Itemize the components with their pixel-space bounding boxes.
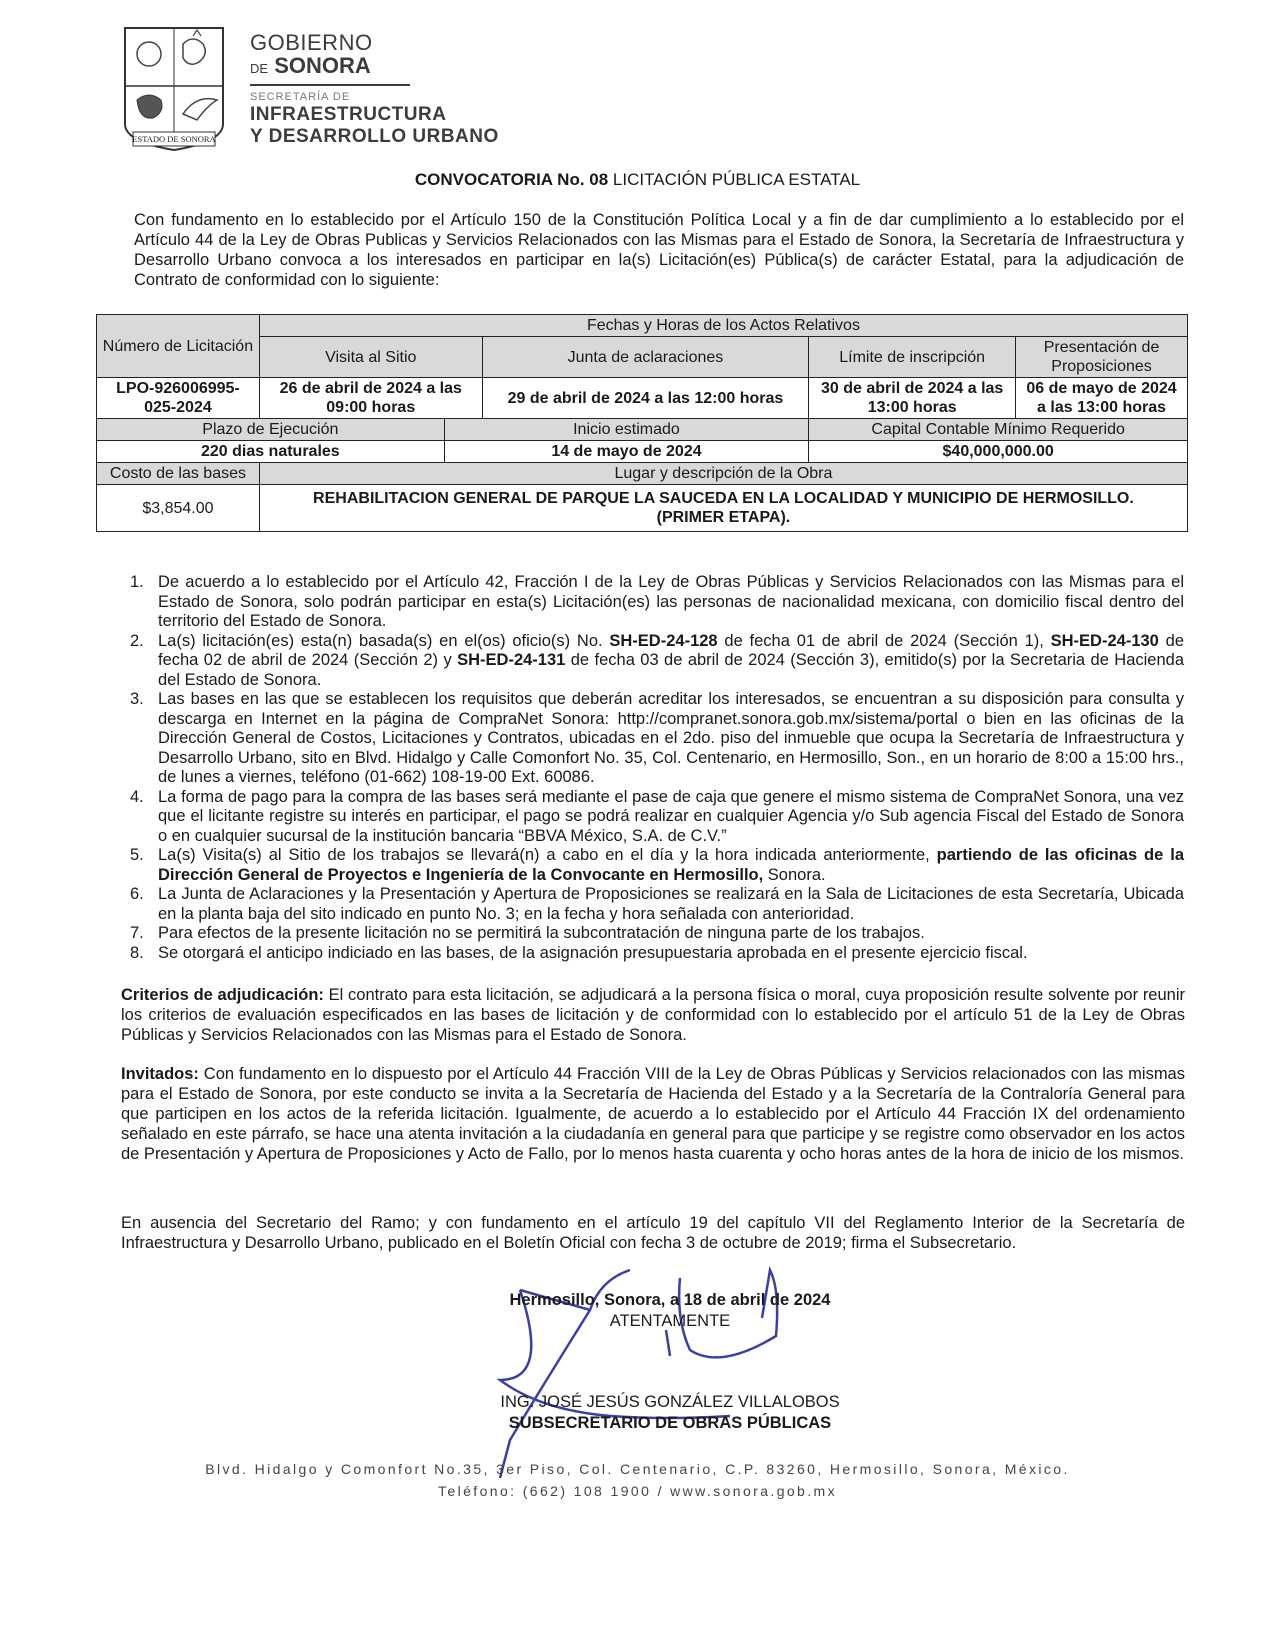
criterios-label: Criterios de adjudicación:: [121, 986, 324, 1004]
licitacion-table: [96, 314, 1188, 532]
cell-presentacion-proposiciones: 06 de mayo de 2024 a las 13:00 horas: [1016, 378, 1188, 419]
header-limite-inscripcion: Límite de inscripción: [809, 337, 1016, 378]
cell-descripcion-obra: REHABILITACION GENERAL DE PARQUE LA SAUCEDA EN LA LOCALIDAD Y MUNICIPIO DE HERMOSILLO. (PRIMER ETAPA).: [259, 485, 1187, 532]
list-item: 4. La forma de pago para la compra de las bases será mediante el pase de caja que genere el mismo sistema de CompraNet Sonora, una vez que el licitante registre su interés en participar, el pago se podrá realizar en cualquier Agencia y/o Sub agencia Fiscal del Estado de Sonora o en cualquier sucursal de la institución bancaria “BBVA México, S.A. de C.V.”: [130, 787, 1184, 845]
list-item: 8. Se otorgará el anticipo indiciado en las bases, de la asignación presupuestaria aprobada en el presente ejercicio fiscal.: [130, 943, 1028, 962]
list-item: 6. La Junta de Aclaraciones y la Presentación y Apertura de Proposiciones se realizará en la Sala de Licitaciones de esta Secretaría, Ubicada en la planta baja del sito indicado en punto No. 3; en la fecha y hora señalada con anterioridad.: [130, 885, 1184, 923]
place-date: Hermosillo, Sonora, a 18 de abril de 2024: [509, 1291, 831, 1309]
header-capital-contable: Capital Contable Mínimo Requerido: [809, 419, 1188, 441]
cell-inicio-estimado: 14 de mayo de 2024: [444, 441, 809, 463]
cell-capital-contable: $40,000,000.00: [809, 441, 1188, 463]
cell-costo-bases: $3,854.00: [97, 485, 260, 532]
list-item: 7. Para efectos de la presente licitación no se permitirá la subcontratación de ninguna parte de los trabajos.: [130, 924, 925, 942]
header-fechas-horas: Fechas y Horas de los Actos Relativos: [259, 315, 1187, 337]
government-brand: [250, 32, 540, 148]
header-costo-bases: Costo de las bases: [97, 463, 260, 485]
header-inicio-estimado: Inicio estimado: [444, 419, 809, 441]
brand-secretaria-line2: Y DESARROLLO URBANO: [250, 126, 499, 147]
list-item: 2. La(s) licitación(es) esta(n) basada(s) en el(os) oficio(s) No. SH-ED-24-128 de fecha 01 de abril de 2024 (Sección 1), SH-ED-24-130 de fecha 02 de abril de 2024 (Sección 2) y SH-ED-24-131 de fecha 03 de abril de 2024 (Sección 3), emitido(s) por la Secretaria de Hacienda del Estado de Sonora.: [130, 631, 1185, 689]
brand-de: DE: [250, 61, 269, 76]
brand-secretaria-de: SECRETARÍA DE: [250, 91, 351, 103]
list-item: 3. Las bases en las que se establecen los requisitos que deberán acreditar los interesados, se encuentran a su disposición para consulta y descarga en Internet en la página de CompraNet Sonora: http://compranet.sonora.gob.mx/sistema/portal o bien en las oficinas de la Dirección General de Costos, Licitaciones y Contratos, ubicadas en el 2do. piso del inmueble que ocupa la Secretaría de Infraestructura y Desarrollo Urbano, sito en Blvd. Hidalgo y Calle Comonfort No. 35, Col. Centenario, en Hermosillo, Son., en un horario de 8:00 a 15:00 hrs., de lunes a viernes, teléfono (01-662) 108-19-00 Ext. 60086.: [130, 690, 1184, 786]
atentamente: ATENTAMENTE: [609, 1312, 731, 1330]
signatory-block: [400, 1392, 940, 1434]
list-item: 1. De acuerdo a lo establecido por el Artículo 42, Fracción I de la Ley de Obras Públicas y Servicios Relacionados con las Mismas para el Estado de Sonora, solo podrán participar en esta(s) Licitación(es) las personas de nacionalidad mexicana, con domicilio fiscal dentro del territorio del Estado de Sonora.: [130, 573, 1184, 630]
handwritten-signature: [480, 1230, 840, 1490]
title-convocatoria-number: CONVOCATORIA No. 08: [414, 170, 609, 189]
invitados-label: Invitados:: [121, 1065, 199, 1083]
footer-phone: Teléfono: (662) 108 1900 / www.sonora.gob.mx: [438, 1483, 837, 1499]
document-title: [0, 170, 1275, 190]
brand-sonora: SONORA: [274, 53, 371, 78]
signatory-name: ING. JOSÉ JESÚS GONZÁLEZ VILLALOBOS: [500, 1393, 840, 1411]
brand-gobierno: GOBIERNO: [250, 30, 373, 55]
intro-paragraph: Con fundamento en lo establecido por el Artículo 150 de la Constitución Política Local y a fin de dar cumplimiento a lo establecido por el Artículo 44 de la Ley de Obras Publicas y Servicios Relacionados con las Mismas para el Estado de Sonora, la Secretaría de Infraestructura y Desarrollo Urbano convoca a los interesados en participar en la(s) Licitación(es) Pública(s) de carácter Estatal, para la adjudicación de Contrato de conformidad con lo siguiente:: [134, 211, 1184, 289]
cell-junta-aclaraciones: 29 de abril de 2024 a las 12:00 horas: [482, 378, 809, 419]
ausencia-paragraph: En ausencia del Secretario del Ramo; y con fundamento en el artículo 19 del capítulo VII del Reglamento Interior de la Secretaría de Infraestructura y Desarrollo Urbano, publicado en el Boletín Oficial con fecha 3 de octubre de 2019; firma el Subsecretario.: [121, 1214, 1185, 1252]
cell-plazo-ejecucion: 220 dias naturales: [97, 441, 445, 463]
criterios-paragraph: Criterios de adjudicación: El contrato para esta licitación, se adjudicará a la persona física o moral, cuya proposición resulte solvente por reunir los criterios de evaluación especificados en las bases de licitación y de conformidad con lo establecido por el artículo 51 de la Ley de Obras Públicas y Servicios Relacionados con las Mismas para el Estado de Sonora.: [121, 986, 1186, 1044]
header-lugar-descripcion: Lugar y descripción de la Obra: [259, 463, 1187, 485]
brand-divider: [250, 84, 410, 86]
brand-secretaria-line1: INFRAESTRUCTURA: [250, 104, 447, 125]
conditions-list: [130, 573, 1184, 963]
brand-de-sonora: [250, 54, 540, 81]
invitados-paragraph: Invitados: Con fundamento en lo dispuesto por el Artículo 44 Fracción VIII de la Ley de Obras Públicas y Servicios relacionados con las mismas para el Estado de Sonora, por este conducto se invita a la Secretaría de Hacienda del Estado y a la Secretaría de la Contraloría General para que participen en los actos de la referida licitación. Igualmente, de acuerdo a lo establecido por el Artículo 44 Fracción IX del ordenamiento señalado en este párrafo, se hace una atenta invitación a la ciudadanía en general para que participe y se registre como observador en los actos de Presentación y Apertura de Proposiciones y Acto de Fallo, por lo menos hasta cuarenta y ocho horas antes de la hora de inicio de los mismos.: [121, 1065, 1185, 1163]
cell-visita-sitio: 26 de abril de 2024 a las 09:00 horas: [259, 378, 482, 419]
header-numero-licitacion: Número de Licitación: [97, 315, 260, 378]
header-junta-aclaraciones: Junta de aclaraciones: [482, 337, 809, 378]
seal-caption: ESTADO DE SONORA: [132, 134, 216, 144]
signatory-position: SUBSECRETARIO DE OBRAS PÚBLICAS: [508, 1414, 832, 1432]
header-plazo-ejecucion: Plazo de Ejecución: [97, 419, 445, 441]
cell-numero-licitacion: LPO-926006995-025-2024: [97, 378, 260, 419]
closing-block: [400, 1290, 940, 1332]
footer-address: Blvd. Hidalgo y Comonfort No.35, 3er Piso, Col. Centenario, C.P. 83260, Hermosillo, Sonora, México.: [205, 1461, 1070, 1477]
header-visita-sitio: Visita al Sitio: [259, 337, 482, 378]
title-rest: LICITACIÓN PÚBLICA ESTATAL: [608, 170, 861, 189]
header-presentacion-proposiciones: Presentación de Proposiciones: [1016, 337, 1188, 378]
list-item: 5. La(s) Visita(s) al Sitio de los trabajos se llevará(n) a cabo en el día y la hora indicada anteriormente, partiendo de las oficinas de la Dirección General de Proyectos e Ingeniería de la Convocante en Hermosillo, Sonora.: [130, 846, 1184, 884]
cell-limite-inscripcion: 30 de abril de 2024 a las 13:00 horas: [809, 378, 1016, 419]
